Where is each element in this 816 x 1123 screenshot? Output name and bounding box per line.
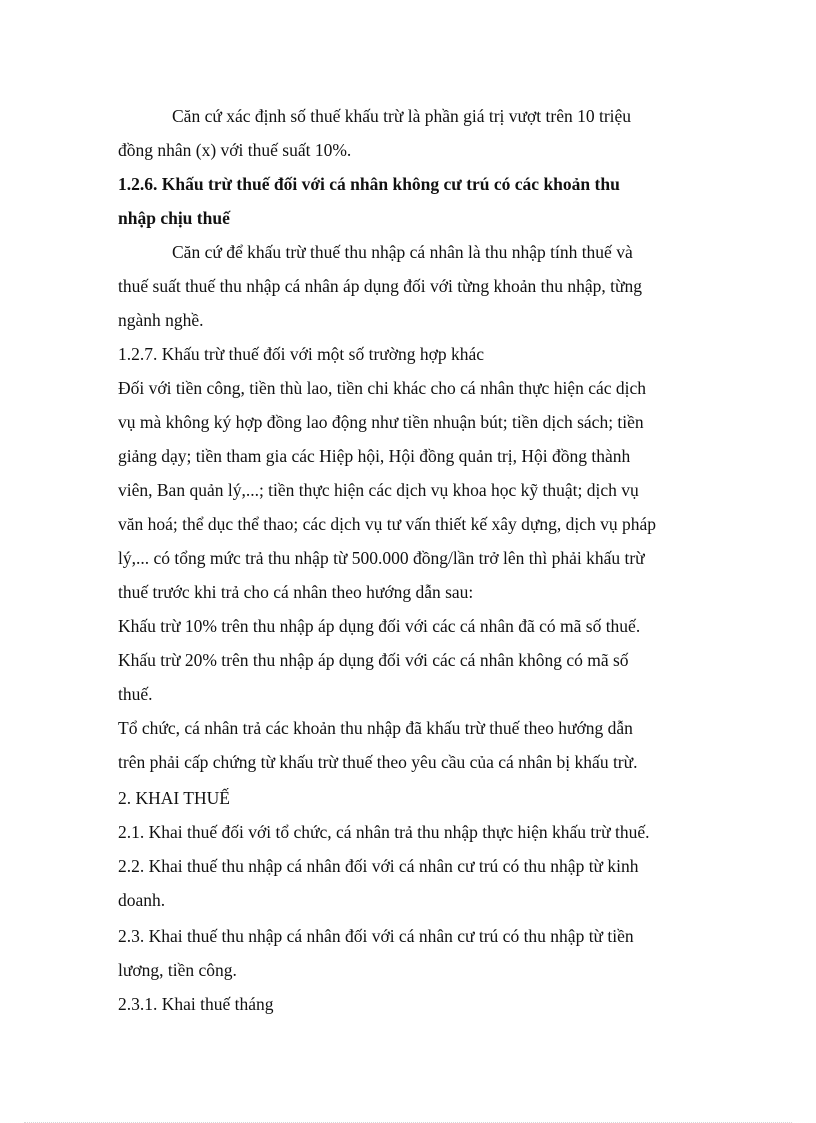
paragraph-line: thuế. bbox=[118, 684, 153, 704]
section-heading: 2.3.1. Khai thuế tháng bbox=[118, 994, 274, 1014]
section-heading: 2.3. Khai thuế thu nhập cá nhân đối với cá nhân cư trú có thu nhập từ tiền bbox=[118, 926, 634, 946]
paragraph-line: trên phải cấp chứng từ khấu trừ thuế theo yêu cầu của cá nhân bị khấu trừ. bbox=[118, 752, 638, 772]
paragraph-line: lý,... có tổng mức trả thu nhập từ 500.000 đồng/lần trở lên thì phải khấu trừ bbox=[118, 548, 645, 568]
paragraph-line: Khấu trừ 10% trên thu nhập áp dụng đối với các cá nhân đã có mã số thuế. bbox=[118, 616, 641, 636]
paragraph-line: đồng nhân (x) với thuế suất 10%. bbox=[118, 140, 352, 160]
paragraph-line: Căn cứ để khấu trừ thuế thu nhập cá nhân là thu nhập tính thuế và bbox=[172, 242, 633, 262]
section-heading: doanh. bbox=[118, 890, 166, 910]
paragraph-line: Khấu trừ 20% trên thu nhập áp dụng đối với các cá nhân không có mã số bbox=[118, 650, 629, 670]
section-heading: 2. KHAI THUẾ bbox=[118, 788, 230, 808]
paragraph-line: vụ mà không ký hợp đồng lao động như tiền nhuận bút; tiền dịch sách; tiền bbox=[118, 412, 644, 432]
paragraph-line: Tổ chức, cá nhân trả các khoản thu nhập đã khấu trừ thuế theo hướng dẫn bbox=[118, 718, 633, 738]
section-heading: 2.1. Khai thuế đối với tổ chức, cá nhân trả thu nhập thực hiện khấu trừ thuế. bbox=[118, 822, 650, 842]
paragraph-line: giảng dạy; tiền tham gia các Hiệp hội, Hội đồng quản trị, Hội đồng thành bbox=[118, 446, 631, 466]
section-heading: nhập chịu thuế bbox=[118, 208, 230, 228]
paragraph-line: thuế suất thuế thu nhập cá nhân áp dụng đối với từng khoản thu nhập, từng bbox=[118, 276, 642, 296]
section-heading: 1.2.6. Khấu trừ thuế đối với cá nhân không cư trú có các khoản thu bbox=[118, 174, 620, 194]
paragraph-line: viên, Ban quản lý,...; tiền thực hiện các dịch vụ khoa học kỹ thuật; dịch vụ bbox=[118, 480, 639, 500]
section-heading: 1.2.7. Khấu trừ thuế đối với một số trường hợp khác bbox=[118, 344, 485, 364]
section-heading: 2.2. Khai thuế thu nhập cá nhân đối với cá nhân cư trú có thu nhập từ kinh bbox=[118, 856, 639, 876]
section-heading: lương, tiền công. bbox=[118, 960, 237, 980]
paragraph-line: Đối với tiền công, tiền thù lao, tiền chi khác cho cá nhân thực hiện các dịch bbox=[118, 378, 647, 398]
paragraph-line: thuế trước khi trả cho cá nhân theo hướng dẫn sau: bbox=[118, 582, 474, 602]
paragraph-line: văn hoá; thể dục thể thao; các dịch vụ tư vấn thiết kế xây dựng, dịch vụ pháp bbox=[118, 514, 656, 534]
paragraph-line: ngành nghề. bbox=[118, 310, 204, 330]
paragraph-line: Căn cứ xác định số thuế khấu trừ là phần giá trị vượt trên 10 triệu bbox=[172, 106, 632, 126]
